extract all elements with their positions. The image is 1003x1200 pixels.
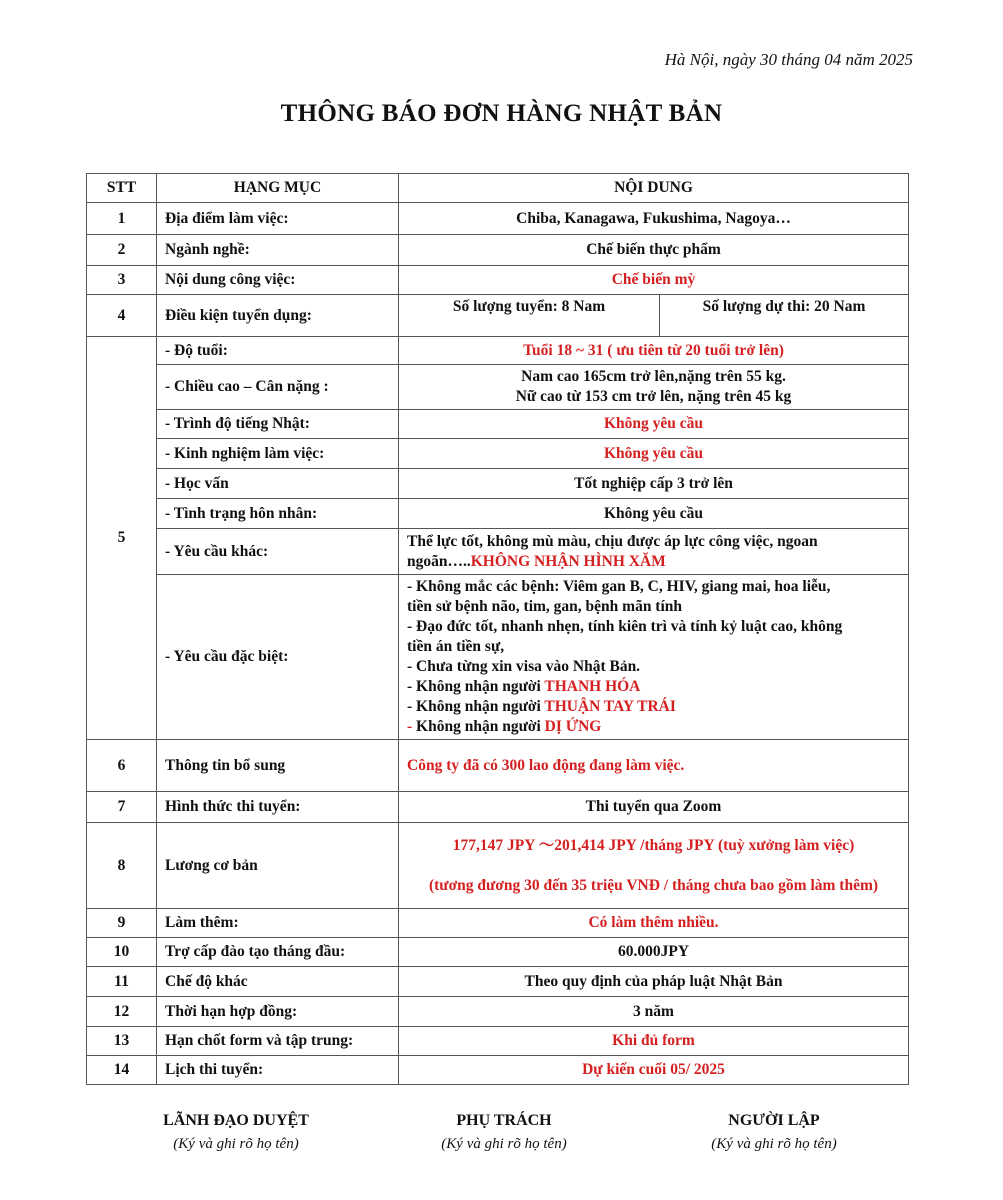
row-stt: 9 [87, 909, 157, 938]
japanese-level-label: - Trình độ tiếng Nhật: [157, 410, 399, 439]
date-line: Hà Nội, ngày 30 tháng 04 năm 2025 [664, 50, 913, 69]
row-value: Chiba, Kanagawa, Fukushima, Nagoya… [399, 203, 909, 235]
signature-note: (Ký và ghi rõ họ tên) [441, 1136, 567, 1152]
row-label: Thông tin bổ sung [157, 740, 399, 792]
row-value: Công ty đã có 300 lao động đang làm việc. [399, 740, 909, 792]
row-stt: 7 [87, 792, 157, 823]
signature-role: NGƯỜI LẬP [728, 1112, 820, 1129]
other-requirements-text: ngoãn….. [407, 552, 471, 570]
special-highlight: DỊ ỨNG [544, 718, 602, 735]
row-value: Có làm thêm nhiều. [399, 909, 909, 938]
table-row [87, 499, 909, 529]
table-row [87, 337, 909, 365]
salary-range: 177,147 JPY ～201,414 JPY /tháng JPY (tuỳ xưởng làm việc) [452, 836, 855, 854]
marital-value: Không yêu cầu [399, 499, 909, 529]
header-item: HẠNG MỤC [157, 174, 399, 203]
row-value: Theo quy định của pháp luật Nhật Bản [399, 967, 909, 997]
header-content: NỘI DUNG [399, 174, 909, 203]
table-row [87, 938, 909, 967]
row-label: Lịch thi tuyển: [157, 1056, 399, 1085]
special-line: - Đạo đức tốt, nhanh nhẹn, tính kiên trì và tính kỷ luật cao, không [407, 618, 843, 635]
other-requirements-label: - Yêu cầu khác: [157, 529, 399, 575]
table-row [87, 439, 909, 469]
row-label: Trợ cấp đào tạo tháng đầu: [157, 938, 399, 967]
row-label: Điều kiện tuyển dụng: [157, 295, 399, 337]
table-row [87, 740, 909, 792]
row-stt: 11 [87, 967, 157, 997]
other-requirements-line [407, 552, 900, 572]
row-stt: 2 [87, 235, 157, 266]
row-value: Chế biến mỳ [399, 266, 909, 295]
row-value: Chế biến thực phẩm [399, 235, 909, 266]
education-value: Tốt nghiệp cấp 3 trở lên [399, 469, 909, 499]
table-row [87, 997, 909, 1027]
other-requirements-value [399, 529, 909, 575]
row-label: Ngành nghề: [157, 235, 399, 266]
table-row [87, 967, 909, 997]
table-row [87, 235, 909, 266]
row-label: Thời hạn hợp đồng: [157, 997, 399, 1027]
special-line [407, 717, 900, 737]
row-stt: 1 [87, 203, 157, 235]
row-value: Khi đủ form [399, 1027, 909, 1056]
other-requirements-line: Thể lực tốt, không mù màu, chịu được áp lực công việc, ngoan [407, 532, 818, 550]
signature-role: PHỤ TRÁCH [456, 1112, 552, 1129]
row-stt: 13 [87, 1027, 157, 1056]
no-tattoo-notice: KHÔNG NHẬN HÌNH XĂM [470, 552, 666, 570]
row-stt: 3 [87, 266, 157, 295]
special-line [407, 697, 900, 717]
japanese-level-value: Không yêu cầu [399, 410, 909, 439]
marital-label: - Tình trạng hôn nhân: [157, 499, 399, 529]
recruit-quantity: Số lượng tuyển: 8 Nam [399, 295, 660, 337]
table-row [87, 469, 909, 499]
table-row [87, 529, 909, 575]
row-stt: 12 [87, 997, 157, 1027]
table-row [87, 909, 909, 938]
row-label: Hình thức thi tuyển: [157, 792, 399, 823]
row-stt: 8 [87, 823, 157, 909]
row-stt: 5 [87, 337, 157, 740]
age-label: - Độ tuổi: [157, 337, 399, 365]
salary-value [399, 823, 909, 909]
special-dash: - [407, 718, 417, 735]
experience-label: - Kinh nghiệm làm việc: [157, 439, 399, 469]
row-label: Chế độ khác [157, 967, 399, 997]
special-text: - Không nhận người [407, 698, 545, 715]
row-value: 60.000JPY [399, 938, 909, 967]
row-stt: 6 [87, 740, 157, 792]
exam-quantity: Số lượng dự thi: 20 Nam [660, 295, 909, 337]
row-stt: 4 [87, 295, 157, 337]
signature-approver [116, 1112, 356, 1153]
document-title: THÔNG BÁO ĐƠN HÀNG NHẬT BẢN [280, 100, 723, 127]
row-value: Dự kiến cuối 05/ 2025 [399, 1056, 909, 1085]
table-row [87, 575, 909, 740]
order-table [86, 173, 909, 1085]
height-weight-label: - Chiều cao – Cân nặng : [157, 365, 399, 410]
row-label: Hạn chốt form và tập trung: [157, 1027, 399, 1056]
table-header-row [87, 174, 909, 203]
height-weight-value [399, 365, 909, 410]
row-label: Nội dung công việc: [157, 266, 399, 295]
education-label: - Học vấn [157, 469, 399, 499]
salary-equivalent: (tương đương 30 đến 35 triệu VNĐ / tháng chưa bao gồm làm thêm) [428, 876, 879, 894]
row-label: Địa điểm làm việc: [157, 203, 399, 235]
signature-role: LÃNH ĐẠO DUYỆT [163, 1112, 309, 1129]
row-label: Làm thêm: [157, 909, 399, 938]
height-weight-male: Nam cao 165cm trở lên,nặng trên 55 kg. [521, 368, 786, 385]
special-highlight: THANH HÓA [544, 678, 641, 695]
table-row [87, 266, 909, 295]
special-line: tiền sử bệnh não, tim, gan, bệnh mãn tính [407, 598, 683, 615]
special-line: - Không mắc các bệnh: Viêm gan B, C, HIV, giang mai, hoa liễu, [407, 578, 831, 595]
table-row [87, 410, 909, 439]
special-requirements-label: - Yêu cầu đặc biệt: [157, 575, 399, 740]
row-value: 3 năm [399, 997, 909, 1027]
table-row [87, 1027, 909, 1056]
table-row [87, 295, 909, 337]
row-stt: 14 [87, 1056, 157, 1085]
header-stt: STT [87, 174, 157, 203]
experience-value: Không yêu cầu [399, 439, 909, 469]
special-line [407, 677, 900, 697]
special-text: Không nhận người [416, 718, 545, 735]
table-row [87, 792, 909, 823]
signature-preparer [654, 1112, 894, 1153]
signature-note: (Ký và ghi rõ họ tên) [173, 1136, 299, 1152]
table-row [87, 365, 909, 410]
table-row [87, 1056, 909, 1085]
special-line: - Chưa từng xin visa vào Nhật Bản. [407, 658, 641, 675]
special-highlight: THUẬN TAY TRÁI [544, 698, 676, 715]
height-weight-female: Nữ cao từ 153 cm trở lên, nặng trên 45 kg [515, 388, 792, 405]
row-value: Thi tuyển qua Zoom [399, 792, 909, 823]
special-line: tiền án tiền sự, [407, 638, 505, 655]
row-stt: 10 [87, 938, 157, 967]
row-label: Lương cơ bản [157, 823, 399, 909]
special-text: - Không nhận người [407, 678, 545, 695]
table-row [87, 823, 909, 909]
age-value: Tuổi 18 ~ 31 ( ưu tiên từ 20 tuổi trở lên) [399, 337, 909, 365]
signature-supervisor [384, 1112, 624, 1153]
special-requirements-value [399, 575, 909, 740]
table-row [87, 203, 909, 235]
signature-note: (Ký và ghi rõ họ tên) [711, 1136, 837, 1152]
